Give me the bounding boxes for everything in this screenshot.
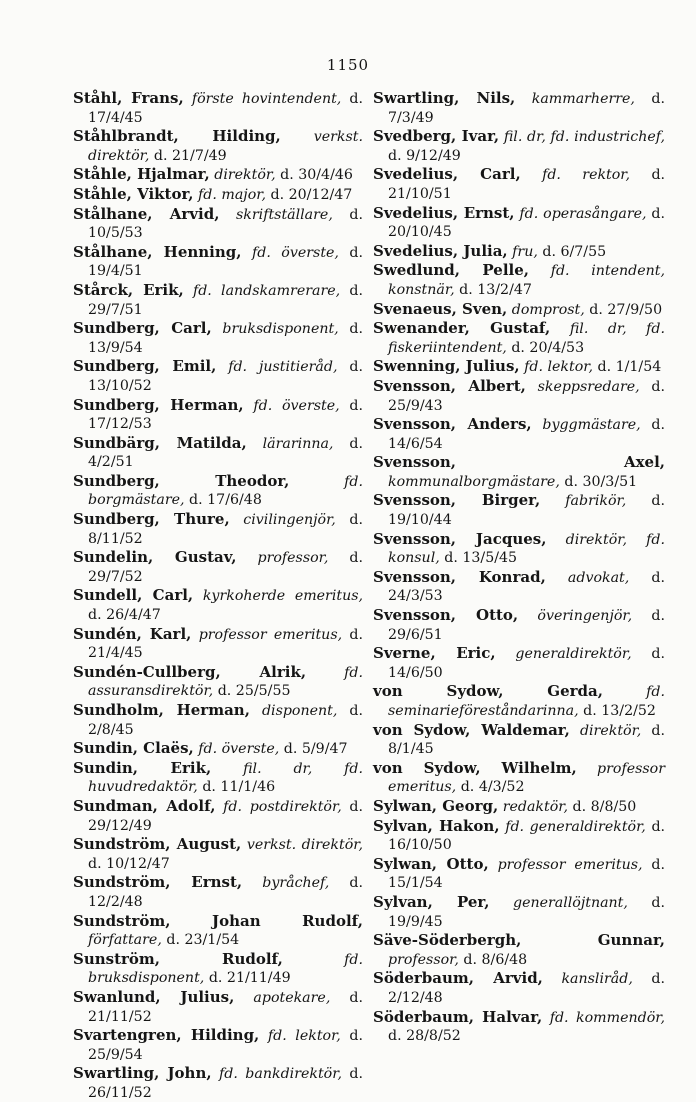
entry-date: d. 25/9/54	[88, 1028, 363, 1063]
entry-title: fd. generaldirektör,	[505, 818, 646, 835]
register-entry	[73, 185, 363, 205]
register-entry	[73, 759, 363, 797]
register-entry	[373, 568, 665, 606]
entry-date: d. 7/3/49	[388, 91, 666, 126]
register-entry	[373, 893, 665, 931]
entry-title: redaktör,	[502, 798, 569, 815]
entry-date: d. 4/2/51	[88, 435, 363, 471]
entry-date: d. 19/9/45	[388, 894, 665, 930]
entry-date: d. 13/9/54	[88, 321, 364, 356]
entry-name: Swenning, Julius,	[373, 357, 520, 376]
entry-title: fil. dr, fd. fiskeriintendent,	[388, 321, 666, 356]
entry-title: fd. intendent, konstnär,	[388, 263, 665, 298]
entry-title: direktör,	[579, 722, 642, 739]
entry-title: förste hovintendent,	[191, 91, 342, 107]
entry-name: Svenaeus, Sven,	[373, 299, 508, 318]
entry-name: Sundbärg, Matilda,	[73, 433, 247, 452]
entry-name: Sundén-Cullberg, Alrik,	[73, 662, 307, 681]
entry-date: d. 29/7/52	[88, 550, 364, 585]
entry-name: Ståhl, Frans,	[73, 89, 184, 107]
entry-date: d. 8/11/52	[88, 512, 363, 547]
left-column	[73, 89, 363, 1102]
entry-date: d. 28/8/52	[388, 1028, 461, 1045]
register-entry	[73, 510, 363, 548]
register-entry	[73, 1026, 363, 1064]
entry-date: d. 13/2/52	[583, 703, 656, 719]
entry-name: Sundin, Claës,	[73, 739, 194, 758]
register-entry	[73, 165, 363, 185]
entry-title: domprost,	[511, 301, 585, 318]
entry-date: d. 20/12/47	[270, 186, 353, 203]
entry-name: Swanlund, Julius,	[73, 987, 235, 1006]
entry-date: d. 13/5/45	[444, 550, 518, 567]
register-entry	[373, 242, 665, 262]
register-entry	[373, 606, 665, 644]
entry-date: d. 12/2/48	[88, 875, 363, 910]
register-entry	[73, 396, 363, 434]
entry-name: Sverne, Eric,	[373, 644, 496, 663]
entry-date: d. 27/9/50	[589, 301, 663, 318]
register-entry	[73, 357, 363, 395]
entry-name: Svensson, Albert,	[373, 376, 526, 395]
entry-date: d. 8/6/48	[463, 951, 528, 968]
register-entry	[373, 453, 665, 491]
entry-name: Svensson, Otto,	[373, 606, 519, 625]
register-entry	[73, 434, 363, 472]
entry-name: Säve-Söderbergh, Gunnar,	[373, 931, 665, 950]
entry-title: överingenjör,	[537, 608, 633, 625]
register-entry	[73, 988, 363, 1026]
entry-name: von Sydow, Waldemar,	[373, 720, 570, 739]
entry-date: d. 21/7/49	[153, 147, 227, 164]
entry-date: d. 21/10/51	[388, 167, 666, 202]
entry-date: d. 5/9/47	[283, 741, 348, 758]
register-entry	[373, 300, 665, 320]
entry-date: d. 10/12/47	[88, 855, 170, 872]
register-entry	[373, 377, 665, 415]
entry-name: Swartling, John,	[73, 1064, 212, 1083]
entry-title: verkst. direktör,	[88, 129, 363, 164]
register-entry	[73, 281, 363, 319]
register-entry	[373, 759, 665, 797]
entry-title: fd. överste,	[253, 397, 340, 414]
entry-title: fd. borgmästare,	[88, 473, 363, 509]
entry-date: d. 20/10/45	[388, 205, 665, 241]
register-entry	[73, 739, 363, 759]
entry-date: d. 25/9/43	[388, 378, 665, 414]
entry-date: d. 20/4/53	[511, 339, 585, 356]
register-entry	[373, 644, 665, 682]
register-entry	[73, 797, 363, 835]
entry-date: d. 16/10/50	[388, 818, 666, 854]
register-entry	[373, 969, 665, 1007]
entry-name: Sundholm, Herman,	[73, 701, 250, 719]
entry-date: d. 26/4/47	[88, 607, 161, 624]
entry-name: Ståhlbrandt, Hilding,	[73, 127, 281, 146]
entry-title: verkst. direktör,	[246, 837, 363, 854]
entry-date: d. 23/1/54	[166, 932, 240, 949]
entry-name: Svedelius, Carl,	[373, 165, 521, 184]
entry-date: d. 17/12/53	[88, 397, 364, 433]
entry-title: fil. dr, fd. huvudredaktör,	[88, 760, 363, 796]
register-entry	[73, 243, 363, 281]
entry-name: Sylvan, Per,	[373, 892, 490, 911]
register-entry	[73, 835, 363, 873]
entry-name: Stårck, Erik,	[73, 280, 184, 299]
entry-name: Sylwan, Georg,	[373, 796, 499, 815]
entry-title: byråchef,	[262, 875, 330, 892]
register-entry	[373, 682, 665, 720]
entry-name: Söderbaum, Arvid,	[373, 969, 543, 988]
entry-date: d. 25/5/55	[217, 683, 291, 700]
register-entry	[373, 357, 665, 377]
entry-date: d. 19/10/44	[388, 493, 665, 529]
entry-title: fabrikör,	[565, 493, 627, 510]
entry-name: Sunström, Rudolf,	[73, 949, 283, 968]
register-entry	[373, 415, 665, 453]
register-entry	[73, 912, 363, 950]
register-entry	[373, 817, 665, 855]
entry-title: fd. bankdirektör,	[219, 1066, 342, 1083]
entry-date: d. 13/2/47	[459, 281, 532, 298]
entry-name: Svartengren, Hilding,	[73, 1026, 260, 1045]
register-entry	[373, 855, 665, 893]
entry-name: Sundberg, Emil,	[73, 357, 217, 376]
register-entry	[373, 204, 665, 242]
register-entry	[73, 873, 363, 911]
entry-title: fd. lektor,	[524, 359, 593, 376]
entry-date: d. 29/7/51	[88, 282, 363, 318]
register-entry	[73, 1064, 363, 1102]
register-entry	[373, 165, 665, 203]
entry-date: d. 6/7/55	[542, 243, 607, 260]
entry-name: Sundström, Johan Rudolf,	[73, 911, 363, 930]
register-entry	[373, 797, 665, 817]
entry-date: d. 24/3/53	[388, 569, 665, 605]
register-entry	[373, 721, 665, 759]
entry-title: generallöjtnant,	[512, 894, 628, 911]
entry-date: d. 4/3/52	[460, 779, 525, 796]
entry-title: fd. major,	[198, 186, 266, 203]
entry-name: Svensson, Birger,	[373, 491, 541, 510]
entry-title: fil. dr, fd. industrichef,	[503, 129, 665, 146]
register-entry	[73, 625, 363, 663]
entry-name: Svensson, Konrad,	[373, 567, 546, 586]
entry-name: Sundström, Ernst,	[73, 873, 243, 892]
entry-date: d. 21/11/49	[208, 970, 291, 987]
entry-date: d. 9/12/49	[388, 147, 461, 164]
register-entry	[373, 319, 665, 357]
register-entry	[373, 89, 665, 127]
entry-date: d. 2/8/45	[88, 703, 363, 738]
entry-date: d. 29/6/51	[388, 608, 665, 643]
entry-date: d. 1/1/54	[597, 359, 662, 376]
entry-date: d. 17/4/45	[88, 91, 363, 126]
entry-date: d. 30/3/51	[564, 473, 638, 490]
entry-title: disponent,	[261, 703, 338, 719]
entry-name: Svensson, Anders,	[373, 415, 532, 434]
register-entry	[73, 472, 363, 510]
entry-date: d. 29/12/49	[88, 798, 364, 834]
entry-title: professor,	[257, 550, 329, 567]
entry-name: Sundberg, Thure,	[73, 510, 230, 529]
entry-title: fd. bruksdisponent,	[88, 951, 364, 987]
register-entry	[73, 548, 363, 586]
register-entry	[73, 586, 363, 624]
entry-date: d. 15/1/54	[388, 856, 665, 892]
register-entry	[73, 319, 363, 357]
entry-title: kommunalborgmästare,	[388, 473, 560, 490]
entry-title: professor emeritus,	[497, 856, 643, 873]
entry-title: generaldirektör,	[515, 646, 632, 663]
entry-title: fd. postdirektör,	[223, 798, 342, 815]
entry-title: fd. justitieråd,	[228, 359, 338, 376]
page-number: 1150	[326, 56, 370, 74]
entry-title: fd. rektor,	[542, 167, 631, 184]
entry-name: Sundelin, Gustav,	[73, 548, 237, 567]
entry-title: civilingenjör,	[243, 512, 336, 529]
register-entry	[73, 89, 363, 127]
entry-title: fd. lektor,	[267, 1028, 341, 1045]
entry-title: apotekare,	[253, 989, 331, 1006]
entry-title: professor,	[388, 951, 459, 968]
entry-date: d. 2/12/48	[388, 971, 665, 1006]
register-entry	[373, 491, 665, 529]
entry-name: Svensson, Axel,	[373, 453, 665, 472]
register-entry	[73, 950, 363, 988]
register-entry	[373, 261, 665, 299]
entry-name: von Sydow, Gerda,	[373, 682, 603, 701]
entry-name: Sundberg, Carl,	[73, 319, 212, 338]
entry-title: fd. landskamrerare,	[192, 282, 341, 299]
entry-name: Sundström, August,	[73, 835, 242, 854]
entry-name: Swenander, Gustaf,	[373, 319, 551, 338]
entry-title: kyrkoherde emeritus,	[202, 588, 364, 605]
entry-name: von Sydow, Wilhelm,	[373, 758, 577, 777]
entry-name: Stålhane, Arvid,	[73, 204, 220, 223]
entry-name: Ståhle, Hjalmar,	[73, 165, 210, 184]
entry-date: d. 13/10/52	[88, 359, 363, 394]
entry-name: Sundberg, Herman,	[73, 395, 244, 414]
entry-title: advokat,	[567, 569, 630, 586]
entry-title: byggmästare,	[542, 417, 641, 434]
entry-date: d. 11/1/46	[202, 779, 276, 796]
entry-title: skeppsredare,	[537, 378, 640, 395]
entry-name: Svedelius, Ernst,	[373, 203, 515, 222]
register-entry	[373, 127, 665, 165]
entry-name: Sundin, Erik,	[73, 758, 212, 777]
entry-title: fd. seminarieföreståndarinna,	[388, 684, 665, 719]
right-column	[373, 89, 665, 1046]
entry-title: kansliråd,	[561, 971, 633, 988]
entry-name: Sundman, Adolf,	[73, 796, 216, 815]
entry-date: d. 26/11/52	[88, 1066, 363, 1101]
entry-title: skriftställare,	[236, 206, 333, 223]
entry-name: Sundell, Carl,	[73, 586, 194, 605]
entry-date: d. 14/6/54	[388, 417, 665, 452]
register-entry	[373, 931, 665, 969]
entry-date: d. 21/4/45	[88, 626, 363, 662]
entry-name: Sylvan, Hakon,	[373, 816, 500, 835]
entry-title: fd. operasångare,	[519, 205, 647, 222]
entry-title: kammarherre,	[531, 91, 635, 107]
entry-date: d. 8/1/45	[388, 722, 666, 758]
entry-name: Swedlund, Pelle,	[373, 261, 529, 280]
register-entry	[73, 701, 363, 739]
entry-title: fd. kommendör,	[549, 1009, 665, 1026]
register-entry	[73, 663, 363, 701]
entry-title: professor emeritus,	[388, 760, 665, 796]
entry-name: Svedelius, Julia,	[373, 241, 508, 260]
entry-title: lärarinna,	[262, 435, 334, 452]
entry-name: Sylwan, Otto,	[373, 854, 489, 873]
entry-date: d. 21/11/52	[88, 989, 363, 1025]
entry-name: Svedberg, Ivar,	[373, 127, 500, 146]
entry-title: fd. överste,	[198, 741, 280, 758]
register-entry	[373, 530, 665, 568]
entry-name: Stålhane, Henning,	[73, 242, 242, 261]
entry-name: Sundberg, Theodor,	[73, 471, 290, 490]
entry-title: professor emeritus,	[198, 626, 343, 643]
entry-name: Swartling, Nils,	[373, 89, 516, 107]
entry-date: d. 30/4/46	[280, 167, 353, 184]
entry-name: Söderbaum, Halvar,	[373, 1007, 543, 1026]
entry-title: direktör, fd. konsul,	[388, 531, 665, 567]
entry-date: d. 8/8/50	[572, 798, 637, 815]
entry-date: d. 14/6/50	[388, 646, 666, 681]
entry-name: Ståhle, Viktor,	[73, 184, 194, 203]
entry-title: fd. överste,	[251, 244, 339, 261]
entry-name: Svensson, Jacques,	[373, 529, 547, 548]
register-entry	[373, 1008, 665, 1046]
entry-title: direktör,	[214, 167, 276, 184]
entry-date: d. 19/4/51	[88, 244, 363, 280]
entry-title: författare,	[88, 932, 162, 949]
entry-name: Sundén, Karl,	[73, 624, 192, 643]
entry-title: bruksdisponent,	[222, 321, 339, 338]
entry-title: fru,	[512, 243, 538, 260]
register-entry	[73, 127, 363, 165]
entry-date: d. 10/5/53	[88, 206, 363, 242]
entry-title: fd. assuransdirektör,	[88, 664, 364, 700]
entry-date: d. 17/6/48	[189, 492, 262, 509]
register-entry	[73, 205, 363, 243]
